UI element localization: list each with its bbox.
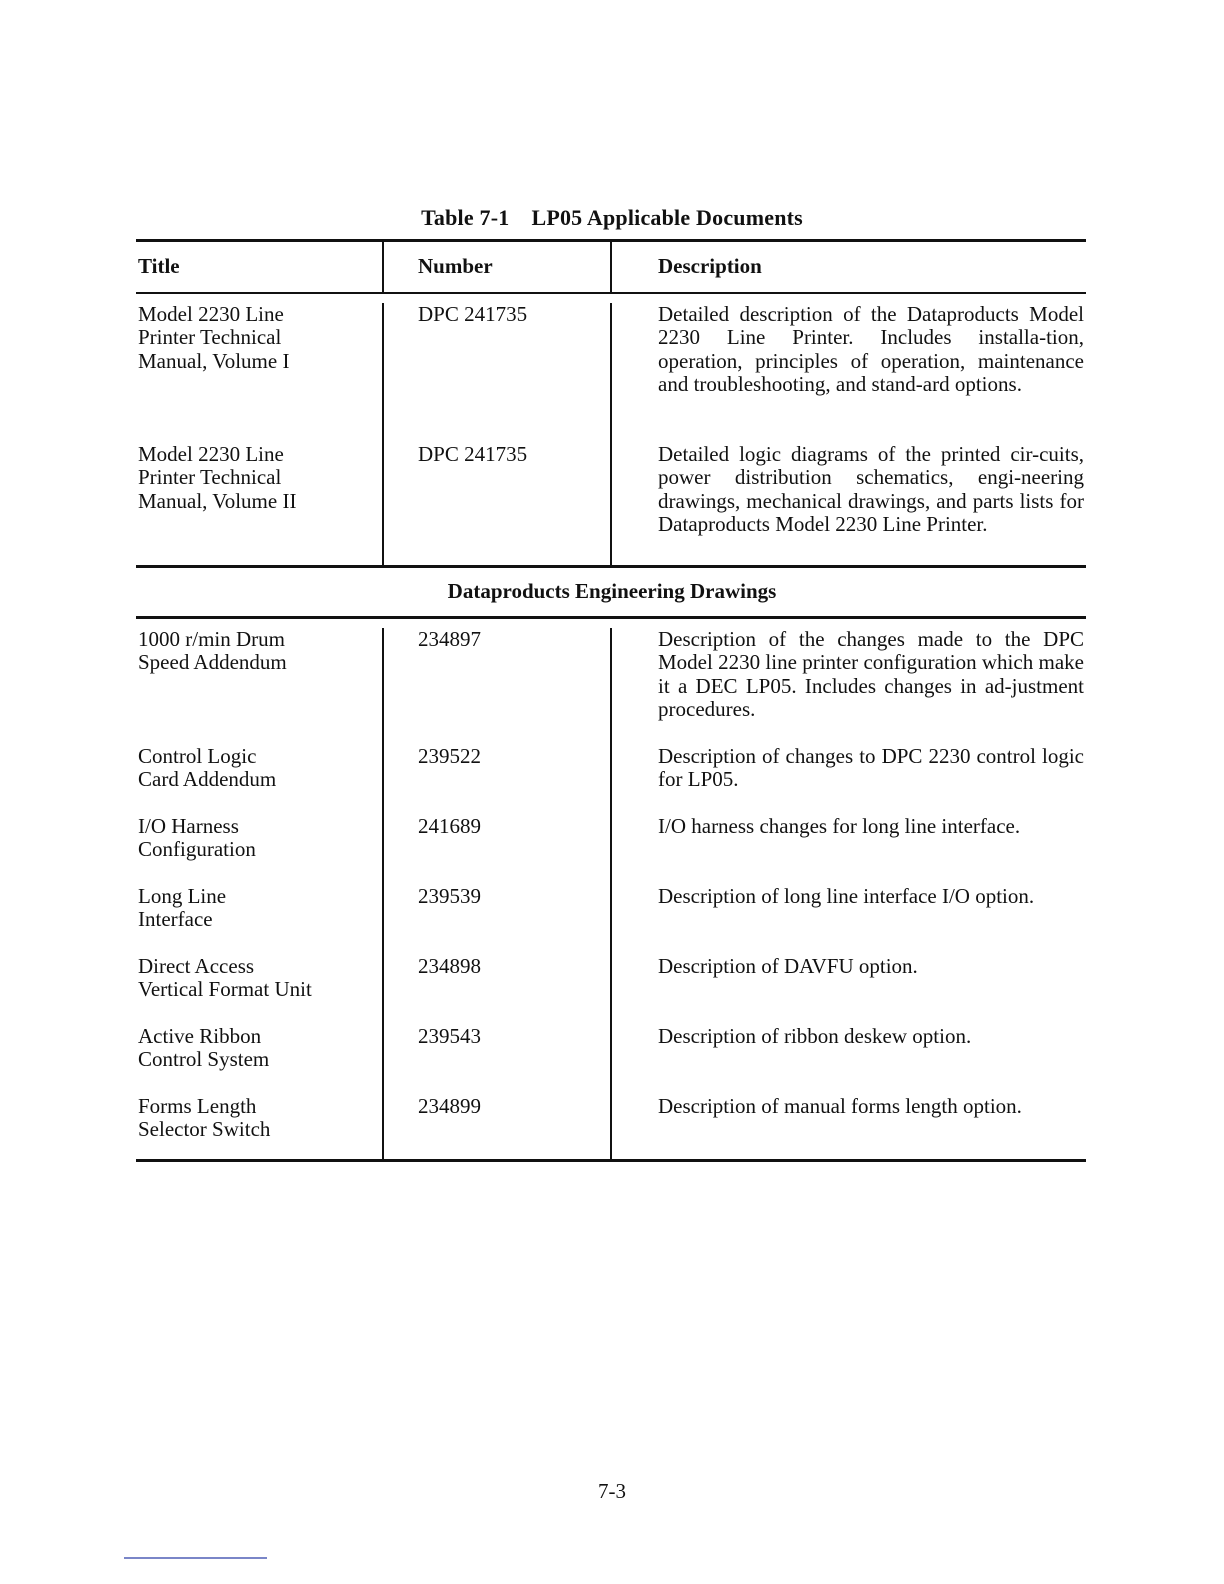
table-row bbox=[136, 1025, 1086, 1095]
table-row bbox=[136, 815, 1086, 885]
header-number: Number bbox=[384, 242, 612, 292]
header-title: Title bbox=[136, 242, 384, 292]
row-number: DPC 241735 bbox=[384, 303, 612, 443]
row-description: Description of manual forms length option. bbox=[658, 1094, 1022, 1118]
row-description: Detailed logic diagrams of the printed cir-cuits, power distribution schematics, engi-neering drawings, mechanical drawings, and parts lists for Dataproducts Model 2230 Line Printer. bbox=[658, 442, 1084, 537]
row-number: DPC 241735 bbox=[384, 443, 612, 565]
row-number: 234899 bbox=[384, 1095, 612, 1159]
applicable-documents-table bbox=[136, 239, 1086, 568]
row-title: Model 2230 Line Printer Technical Manual, Volume I bbox=[136, 303, 384, 443]
row-title: Control Logic Card Addendum bbox=[136, 745, 384, 815]
row-title: 1000 r/min Drum Speed Addendum bbox=[136, 628, 384, 745]
row-title: Model 2230 Line Printer Technical Manual, Volume II bbox=[136, 443, 384, 565]
row-number: 234898 bbox=[384, 955, 612, 1025]
row-description: Description of changes to DPC 2230 control logic for LP05. bbox=[658, 744, 1084, 792]
row-title: Forms Length Selector Switch bbox=[136, 1095, 384, 1159]
table-number: Table 7-1 bbox=[421, 205, 510, 230]
row-number: 241689 bbox=[384, 815, 612, 885]
table-caption bbox=[0, 205, 1224, 231]
engineering-drawings-table bbox=[136, 616, 1086, 1162]
row-description: Description of DAVFU option. bbox=[658, 954, 918, 978]
table-row bbox=[136, 955, 1086, 1025]
row-number: 239543 bbox=[384, 1025, 612, 1095]
row-title: Direct Access Vertical Format Unit bbox=[136, 955, 384, 1025]
page-number: 7-3 bbox=[598, 1479, 626, 1503]
table-row bbox=[136, 443, 1086, 565]
row-title: I/O Harness Configuration bbox=[136, 815, 384, 885]
table-header-row bbox=[136, 242, 1086, 294]
table-row bbox=[136, 885, 1086, 955]
table-row bbox=[136, 745, 1086, 815]
table-body bbox=[136, 294, 1086, 565]
table-body bbox=[136, 619, 1086, 1159]
row-description: I/O harness changes for long line interface. bbox=[658, 814, 1021, 838]
section-heading: Dataproducts Engineering Drawings bbox=[447, 579, 777, 603]
row-title: Active Ribbon Control System bbox=[136, 1025, 384, 1095]
row-description: Description of ribbon deskew option. bbox=[658, 1024, 972, 1048]
row-description: Description of long line interface I/O option. bbox=[658, 884, 1035, 908]
row-number: 239539 bbox=[384, 885, 612, 955]
table-row bbox=[136, 1095, 1086, 1159]
row-description: Description of the changes made to the DPC Model 2230 line printer configuration which make it a DEC LP05. Includes changes in ad-justment procedures. bbox=[658, 627, 1084, 722]
header-description: Description bbox=[658, 254, 762, 278]
table-row bbox=[136, 628, 1086, 745]
row-number: 234897 bbox=[384, 628, 612, 745]
row-number: 239522 bbox=[384, 745, 612, 815]
table-row bbox=[136, 303, 1086, 443]
row-description: Detailed description of the Dataproducts Model 2230 Line Printer. Includes installa-tion, operation, principles of operation, maintenance and troubleshooting, and stand-ard options. bbox=[658, 302, 1084, 397]
row-title: Long Line Interface bbox=[136, 885, 384, 955]
scan-edge-line bbox=[124, 1557, 267, 1559]
table-caption-text: LP05 Applicable Documents bbox=[531, 205, 803, 230]
